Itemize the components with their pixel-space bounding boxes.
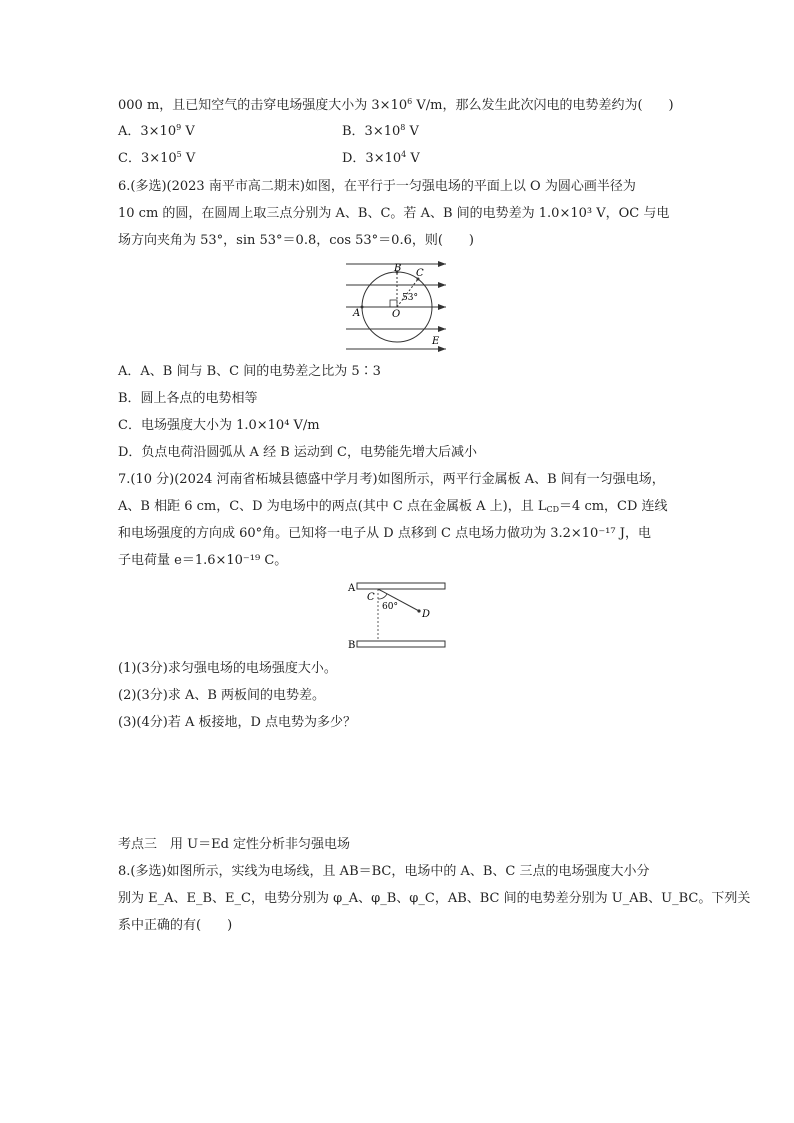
q7-stem-line-3: 和电场强度的方向成 60°角。已知将一电子从 D 点移到 C 点电场力做功为 3.2×10⁻¹⁷ J，电 [118,526,651,541]
q7-part-3: (3)(4分)若 A 板接地，D 点电势为多少？ [118,715,357,730]
plate-b [357,641,445,647]
q6-stem-line-2: 10 cm 的圆，在圆周上取三点分别为 A、B、C。若 A、B 间的电势差为 1.0×10³ V，OC 与电 [118,206,670,221]
label-e: E [432,336,440,347]
q7-stem-line-2-tail: ＝4 cm，CD 连线 [559,499,668,514]
q7-part-2: (2)(3分)求 A、B 两板间的电势差。 [118,688,326,703]
label-o: O [392,309,401,320]
right-angle-mark [390,300,397,307]
q7-stem-line-4: 子电荷量 e＝1.6×10⁻¹⁹ C。 [118,553,288,568]
q6-stem-line-1: 6.(多选)(2023 南平市高二期末)如图，在平行于一匀强电场的平面上以 O 为圆心画半径为 [118,179,636,194]
q5-stem-exponent: 6 [407,97,413,106]
label-b: B [394,263,402,274]
q7-part-1: (1)(3分)求匀强电场的电场强度大小。 [118,661,337,676]
q6-option-a[interactable]: A．A、B 间与 B、C 间的电势差之比为 5∶3 [118,364,381,379]
q5-option-b[interactable] [342,124,419,140]
q5-option-a-exp: 9 [176,123,182,132]
q5-option-b-text: B．3×10 [342,124,401,139]
q8-stem-line-1: 8.(多选)如图所示，实线为电场线，且 AB＝BC，电场中的 A、B、C 三点的电场强度大小分 [118,864,650,879]
q7-stem-line-2 [118,499,668,515]
q5-option-d-text: D．3×10 [342,151,402,166]
q8-stem-line-3: 系中正确的有( ) [118,918,233,933]
q7-parallel-plates-figure [344,579,450,651]
label-d: D [422,609,431,620]
q5-option-b-exp: 8 [400,123,406,132]
q5-option-c-exp: 5 [176,150,182,159]
angle-arc [378,594,387,599]
q7-stem-line-2-text: A、B 相距 6 cm，C、D 为电场中的两点(其中 C 点在金属板 A 上)，且 L [118,499,547,514]
q5-option-d[interactable] [342,151,420,167]
label-c: C [367,592,375,603]
q6-option-b[interactable]: B．圆上各点的电势相等 [118,391,258,406]
q5-option-a[interactable] [118,124,195,140]
point-a-dot [361,306,364,309]
q5-stem-text: 000 m，且已知空气的击穿电场强度大小为 3×10 [118,98,408,113]
plate-a [357,583,445,589]
q5-option-d-unit: V [406,151,420,166]
q5-option-c-text: C．3×10 [118,151,177,166]
section-3-heading: 考点三 用 U＝Ed 定性分析非匀强电场 [118,837,351,852]
q6-option-d[interactable]: D．负点电荷沿圆弧从 A 经 B 运动到 C，电势能先增大后减小 [118,445,477,460]
plate-b-label: B [348,640,356,651]
q5-option-d-exp: 4 [401,150,407,159]
angle-label: 60° [382,602,398,612]
q5-option-a-text: A．3×10 [118,124,177,139]
q8-stem-line-2: 别为 E_A、E_B、E_C，电势分别为 φ_A、φ_B、φ_C，AB、BC 间的电势差分别为 U_AB、U_BC。下列关 [118,891,751,906]
q7-lcd-subscript: CD [546,505,560,514]
angle-label: 53° [402,293,418,303]
label-a: A [353,308,361,319]
q5-stem-line [118,98,674,114]
q7-stem-line-1: 7.(10 分)(2024 河南省柘城县德盛中学月考)如图所示，两平行金属板 A、B 间有一匀强电场， [118,472,665,487]
q6-stem-line-3: 场方向夹角为 53°，sin 53°＝0.8，cos 53°＝0.6，则( ) [118,233,474,248]
point-d-dot [417,609,420,612]
q6-option-c[interactable]: C．电场强度大小为 1.0×10⁴ V/m [118,418,320,433]
q5-stem-tail: V/m，那么发生此次闪电的电势差约为( ) [412,98,674,113]
q5-option-c[interactable] [118,151,195,167]
q6-field-circle-figure [340,258,460,354]
q5-option-a-unit: V [181,124,195,139]
label-c: C [416,268,424,279]
plate-a-label: A [348,583,356,594]
q5-option-b-unit: V [405,124,419,139]
q5-option-c-unit: V [181,151,196,166]
